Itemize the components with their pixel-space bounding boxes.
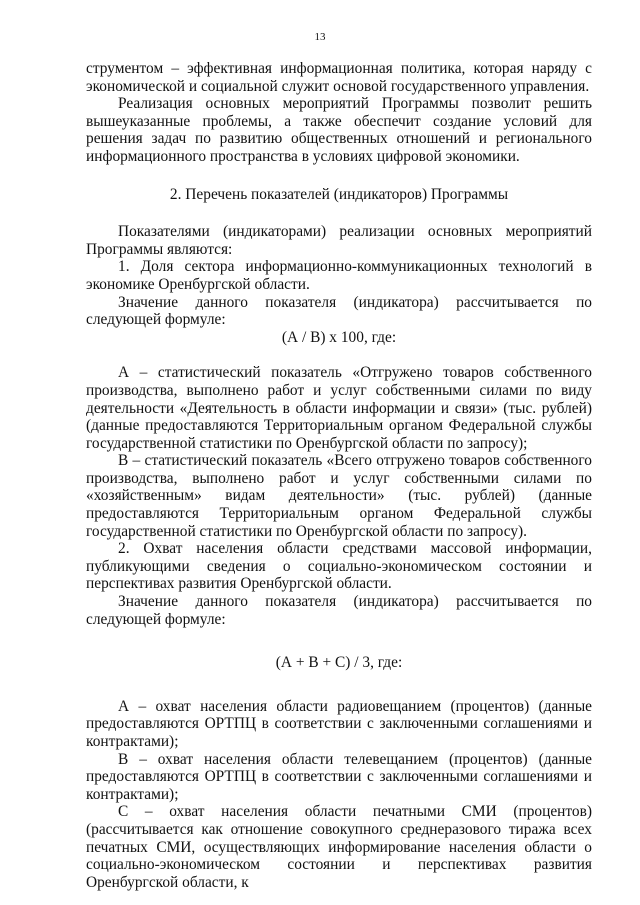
paragraph-variable-b-2: В – охват населения области телевещанием (процентов) (данные предоставляются ОРТПЦ в соответствии с заключенными соглашениями и контрактами); <box>86 750 592 803</box>
formula-1: (А / В) х 100, где: <box>281 328 397 346</box>
formula-2: (А + В + С) / 3, где: <box>275 654 403 672</box>
paragraph-variable-c-2: С – охват населения области печатными СМИ (процентов) (рассчитывается как отношение совокупного среднеразового тиража всех печатных СМИ, осуществляющих информирование населения области о социально-экономическом состоянии и перспективах развития Оренбургской области, к <box>86 803 592 891</box>
section-heading: 2. Перечень показателей (индикаторов) Программы <box>169 185 509 203</box>
paragraph-variable-a-1: А – статистический показатель «Отгружено товаров собственного производства, выполнено работ и услуг собственными силами по виду деятельности «Деятельность в области информации и связи» (тыс. рублей) (данные предоставляются Территориальным органом Федеральной службы государственной статистики по Оренбургской области по запросу); <box>86 364 592 452</box>
paragraph-implementation: Реализация основных мероприятий Программы позволит решить вышеуказанные проблемы, а также обеспечит создание условий для решения задач по развитию общественных отношений и регионального информационного пространства в условиях цифровой экономики. <box>86 95 592 165</box>
paragraph-indicators-intro: Показателями (индикаторами) реализации основных мероприятий Программы являются: <box>86 223 592 258</box>
paragraph-formula-intro-1: Значение данного показателя (индикатора) рассчитывается по следующей формуле: <box>86 293 592 329</box>
paragraph-continuation: струментом – эффективная информационная политика, которая наряду с экономической и социальной служит основой государственного управления. <box>86 60 592 95</box>
paragraph-formula-intro-2: Значение данного показателя (индикатора) рассчитывается по следующей формуле: <box>86 593 592 628</box>
paragraph-variable-a-2: А – охват населения области радиовещанием (процентов) (данные предоставляются ОРТПЦ в соответствии с заключенными соглашениями и контрактами); <box>86 697 592 750</box>
page-number: 13 <box>314 31 326 43</box>
paragraph-variable-b-1: В – статистический показатель «Всего отгружено товаров собственного производства, выполнено работ и услуг собственными силами по «хозяйственным» видам деятельности» (тыс. рублей) (данные предоставляются Территориальным органом Федеральной службы государственной статистики по Оренбургской области по запросу). <box>86 452 592 540</box>
paragraph-indicator-2: 2. Охват населения области средствами массовой информации, публикующими сведения о социально-экономическом состоянии и перспективах развития Оренбургской области. <box>86 540 592 593</box>
document-body <box>86 60 592 891</box>
paragraph-indicator-1: 1. Доля сектора информационно-коммуникационных технологий в экономике Оренбургской области. <box>86 258 592 293</box>
